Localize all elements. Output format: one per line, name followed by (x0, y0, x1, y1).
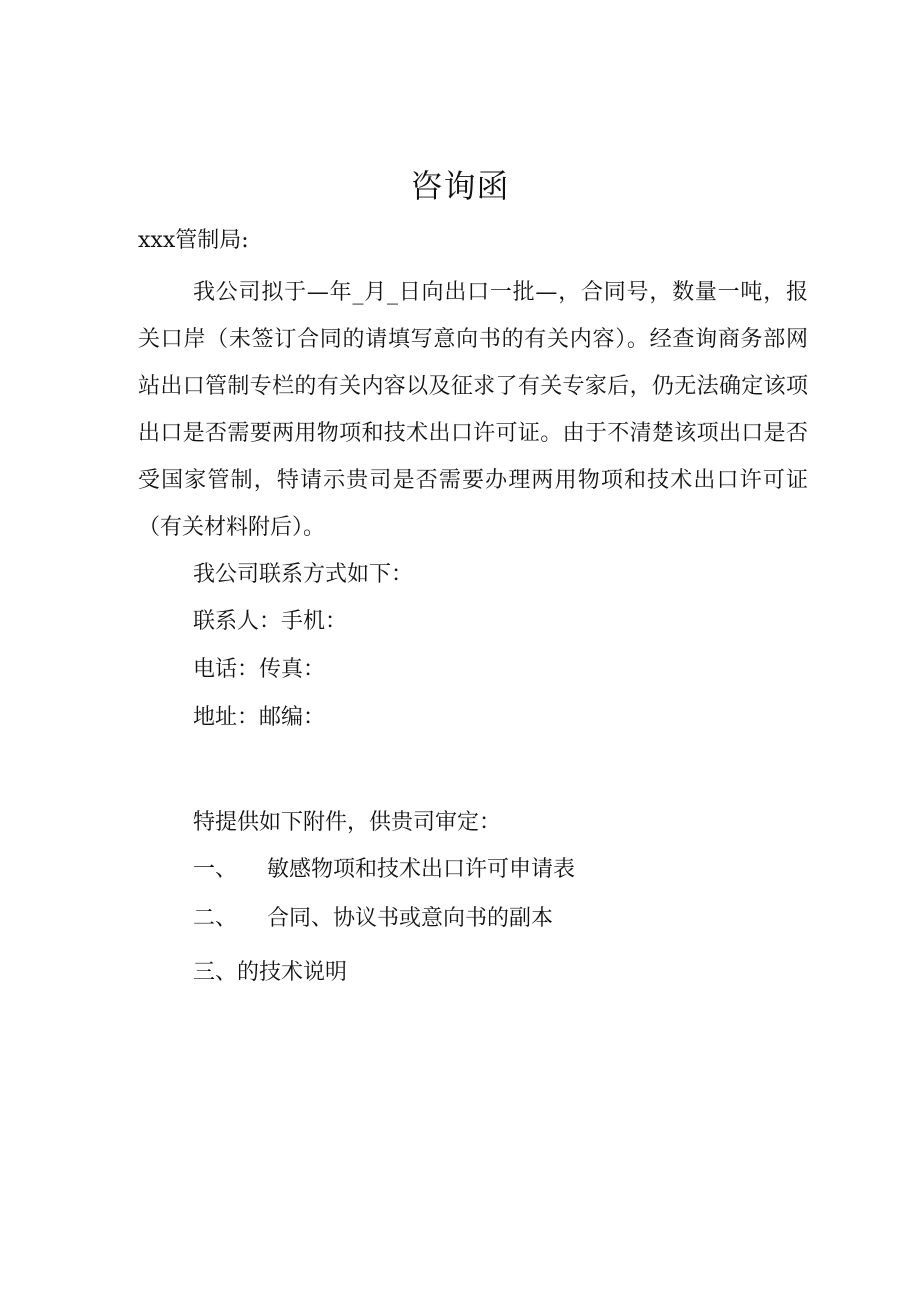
attachments-intro: 特提供如下附件，供贵司审定： (193, 810, 502, 835)
attachment-number: 一、 (193, 857, 238, 882)
attachment-number: 二、 (193, 906, 238, 931)
attachment-text: 合同、协议书或意向书的副本 (267, 906, 554, 931)
attachment-number: 三、 (193, 960, 238, 985)
page-title: 咨询函 (410, 167, 510, 205)
contact-person-line: 联系人：手机： (193, 609, 348, 634)
body-paragraph: 我公司拟于—年_月_日向出口一批—，合同号，数量一吨，报关口岸（未签订合同的请填写意向书的有关内容）。经查询商务部网站出口管制专栏的有关内容以及征求了有关专家后，仍无法确定该项出口是否需要两用物项和技术出口许可证。由于不清楚该项出口是否受国家管制，特请示贵司是否需要办理两用物项和技术出口许可证（有关材料附后）。 (138, 280, 808, 540)
contact-phone-line: 电话：传真： (193, 657, 326, 682)
salutation: xxx管制局: (138, 228, 249, 253)
attachment-item (193, 904, 553, 934)
contact-address-line: 地址：邮编： (193, 705, 326, 730)
attachment-item (193, 958, 347, 988)
attachment-text: 的技术说明 (237, 960, 348, 985)
contact-intro: 我公司联系方式如下： (193, 562, 414, 587)
attachment-item (193, 855, 575, 885)
attachment-text: 敏感物项和技术出口许可申请表 (267, 857, 576, 882)
